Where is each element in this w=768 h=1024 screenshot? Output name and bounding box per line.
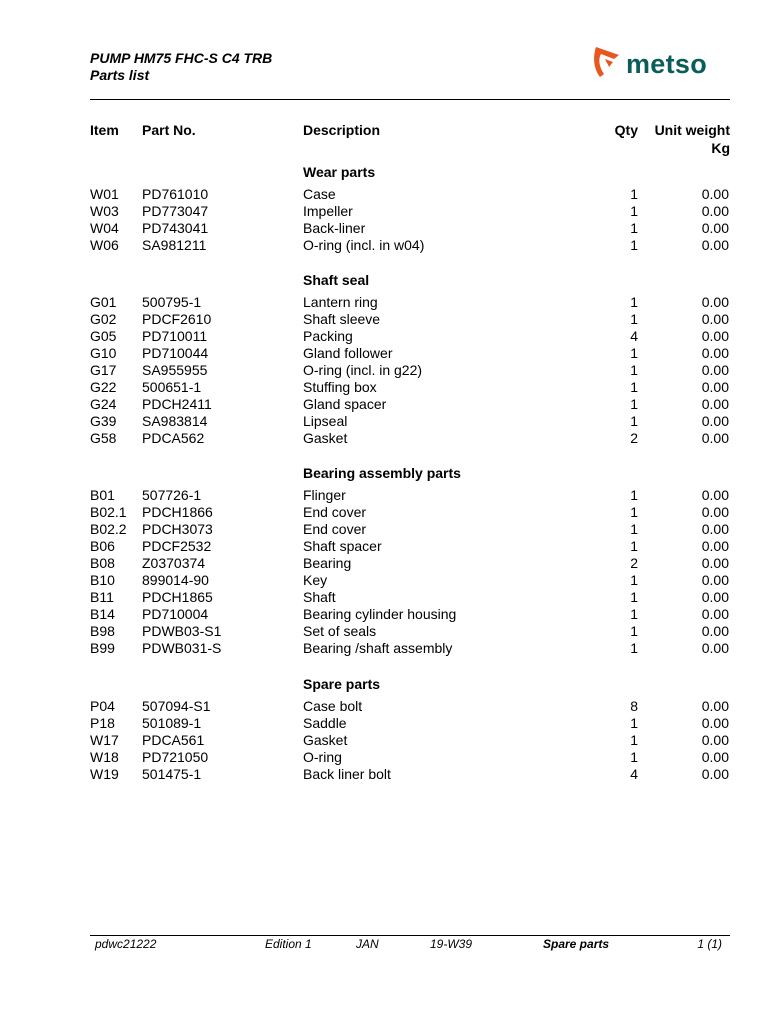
item-cell: W01 bbox=[90, 186, 119, 202]
part-number-cell: 899014-90 bbox=[142, 572, 209, 588]
part-number-cell: PD773047 bbox=[142, 203, 209, 219]
unit-weight-label: Unit weight bbox=[654, 122, 730, 138]
table-row bbox=[0, 220, 768, 237]
unit-weight-cell: 0.00 bbox=[701, 430, 729, 446]
qty-cell: 1 bbox=[630, 413, 638, 429]
unit-weight-cell: 0.00 bbox=[701, 413, 729, 429]
unit-weight-cell: 0.00 bbox=[701, 396, 729, 412]
table-row bbox=[0, 328, 768, 345]
qty-cell: 4 bbox=[630, 766, 638, 782]
description-cell: Case bolt bbox=[303, 698, 363, 714]
table-row bbox=[0, 487, 768, 504]
unit-weight-cell: 0.00 bbox=[701, 237, 729, 253]
unit-weight-cell: 0.00 bbox=[701, 504, 729, 520]
part-number-cell: 507726-1 bbox=[142, 487, 202, 503]
table-row bbox=[0, 186, 768, 203]
item-cell: B98 bbox=[90, 623, 115, 639]
logo-wordmark: metso bbox=[626, 48, 708, 79]
part-number-cell: SA983814 bbox=[142, 413, 208, 429]
qty-cell: 2 bbox=[630, 430, 638, 446]
unit-weight-cell: 0.00 bbox=[701, 294, 729, 310]
unit-weight-cell: 0.00 bbox=[701, 203, 729, 219]
qty-cell: 1 bbox=[630, 521, 638, 537]
part-number-cell: 507094-S1 bbox=[142, 698, 211, 714]
description-cell: Case bbox=[303, 186, 336, 202]
part-number-cell: PD710044 bbox=[142, 345, 209, 361]
qty-cell: 1 bbox=[630, 749, 638, 765]
column-header-part-no: Part No. bbox=[142, 122, 196, 138]
unit-weight-cell: 0.00 bbox=[701, 362, 729, 378]
unit-weight-cell: 0.00 bbox=[701, 698, 729, 714]
part-number-cell: PDCH2411 bbox=[142, 396, 212, 412]
unit-weight-cell: 0.00 bbox=[701, 715, 729, 731]
part-number-cell: Z0370374 bbox=[142, 555, 206, 571]
description-cell: Lantern ring bbox=[303, 294, 378, 310]
part-number-cell: PD761010 bbox=[142, 186, 209, 202]
unit-weight-cell: 0.00 bbox=[701, 521, 729, 537]
item-cell: B99 bbox=[90, 640, 115, 656]
part-number-cell: PDWB03-S1 bbox=[142, 623, 222, 639]
unit-weight-cell: 0.00 bbox=[701, 311, 729, 327]
item-cell: W06 bbox=[90, 237, 119, 253]
qty-cell: 4 bbox=[630, 328, 638, 344]
qty-cell: 1 bbox=[630, 362, 638, 378]
part-number-cell: 501089-1 bbox=[142, 715, 202, 731]
table-row bbox=[0, 698, 768, 715]
unit-weight-cell: 0.00 bbox=[701, 732, 729, 748]
header-divider bbox=[90, 99, 730, 100]
item-cell: B02.2 bbox=[90, 521, 127, 537]
part-number-cell: PDCF2532 bbox=[142, 538, 212, 554]
column-header-description: Description bbox=[303, 122, 381, 138]
description-cell: Bearing bbox=[303, 555, 352, 571]
part-number-cell: PD710011 bbox=[142, 328, 208, 344]
description-cell: O-ring (incl. in g22) bbox=[303, 362, 423, 378]
unit-weight-unit: Kg bbox=[711, 140, 730, 156]
table-row bbox=[0, 623, 768, 640]
description-cell: Gasket bbox=[303, 430, 348, 446]
table-row bbox=[0, 294, 768, 311]
unit-weight-cell: 0.00 bbox=[701, 328, 729, 344]
part-number-cell: 501475-1 bbox=[142, 766, 202, 782]
description-cell: Gland follower bbox=[303, 345, 393, 361]
qty-cell: 1 bbox=[630, 237, 638, 253]
column-header-item: Item bbox=[90, 122, 119, 138]
item-cell: B06 bbox=[90, 538, 115, 554]
item-cell: B01 bbox=[90, 487, 115, 503]
unit-weight-cell: 0.00 bbox=[701, 379, 729, 395]
section-heading: Spare parts bbox=[303, 676, 381, 692]
qty-cell: 1 bbox=[630, 220, 638, 236]
part-number-cell: PDCA561 bbox=[142, 732, 205, 748]
part-number-cell: 500795-1 bbox=[142, 294, 202, 310]
description-cell: Flinger bbox=[303, 487, 346, 503]
qty-cell: 1 bbox=[630, 504, 638, 520]
item-cell: G39 bbox=[90, 413, 117, 429]
description-cell: Shaft spacer bbox=[303, 538, 382, 554]
qty-cell: 1 bbox=[630, 538, 638, 554]
qty-cell: 1 bbox=[630, 294, 638, 310]
item-cell: W18 bbox=[90, 749, 119, 765]
unit-weight-cell: 0.00 bbox=[701, 487, 729, 503]
table-row bbox=[0, 555, 768, 572]
document-subtitle: Parts list bbox=[90, 67, 150, 83]
qty-cell: 8 bbox=[630, 698, 638, 714]
item-cell: G01 bbox=[90, 294, 117, 310]
description-cell: O-ring (incl. in w04) bbox=[303, 237, 425, 253]
description-cell: Shaft bbox=[303, 589, 336, 605]
part-number-cell: PDCA562 bbox=[142, 430, 205, 446]
unit-weight-cell: 0.00 bbox=[701, 749, 729, 765]
item-cell: G17 bbox=[90, 362, 117, 378]
item-cell: B02.1 bbox=[90, 504, 127, 520]
qty-cell: 1 bbox=[630, 572, 638, 588]
qty-cell: 1 bbox=[630, 487, 638, 503]
part-number-cell: PDWB031-S bbox=[142, 640, 222, 656]
part-number-cell: PD721050 bbox=[142, 749, 209, 765]
table-row bbox=[0, 521, 768, 538]
item-cell: G10 bbox=[90, 345, 117, 361]
qty-cell: 2 bbox=[630, 555, 638, 571]
item-cell: G02 bbox=[90, 311, 117, 327]
section-heading: Wear parts bbox=[303, 164, 376, 180]
column-header-unit-weight bbox=[655, 121, 730, 157]
part-number-cell: PDCH1866 bbox=[142, 504, 213, 520]
table-row bbox=[0, 430, 768, 447]
document-title-block bbox=[90, 50, 272, 84]
item-cell: B11 bbox=[90, 589, 114, 605]
item-cell: B08 bbox=[90, 555, 115, 571]
unit-weight-cell: 0.00 bbox=[701, 572, 729, 588]
section-heading: Shaft seal bbox=[303, 272, 370, 288]
description-cell: Bearing cylinder housing bbox=[303, 606, 457, 622]
metso-logo bbox=[593, 44, 707, 84]
unit-weight-cell: 0.00 bbox=[701, 766, 729, 782]
part-number-cell: PD710004 bbox=[142, 606, 209, 622]
description-cell: Packing bbox=[303, 328, 353, 344]
description-cell: Saddle bbox=[303, 715, 347, 731]
table-row bbox=[0, 589, 768, 606]
item-cell: G58 bbox=[90, 430, 117, 446]
qty-cell: 1 bbox=[630, 203, 638, 219]
description-cell: End cover bbox=[303, 521, 367, 537]
table-row bbox=[0, 345, 768, 362]
table-row bbox=[0, 640, 768, 657]
footer-week: 19-W39 bbox=[430, 937, 473, 951]
qty-cell: 1 bbox=[630, 589, 638, 605]
footer-month: JAN bbox=[356, 937, 379, 951]
item-cell: G24 bbox=[90, 396, 117, 412]
description-cell: O-ring bbox=[303, 749, 342, 765]
footer-doc-id: pdwc21222 bbox=[95, 937, 157, 951]
item-cell: G22 bbox=[90, 379, 117, 395]
item-cell: W04 bbox=[90, 220, 119, 236]
description-cell: Gland spacer bbox=[303, 396, 387, 412]
description-cell: Stuffing box bbox=[303, 379, 377, 395]
qty-cell: 1 bbox=[630, 379, 638, 395]
table-row bbox=[0, 766, 768, 783]
footer-category: Spare parts bbox=[543, 937, 610, 951]
footer-edition: Edition 1 bbox=[265, 937, 312, 951]
part-number-cell: PDCF2610 bbox=[142, 311, 212, 327]
table-row bbox=[0, 311, 768, 328]
item-cell: G05 bbox=[90, 328, 117, 344]
item-cell: P18 bbox=[90, 715, 115, 731]
table-row bbox=[0, 362, 768, 379]
table-row bbox=[0, 203, 768, 220]
qty-cell: 1 bbox=[630, 623, 638, 639]
description-cell: Lipseal bbox=[303, 413, 348, 429]
metso-logo-icon bbox=[593, 45, 625, 83]
table-row bbox=[0, 413, 768, 430]
qty-cell: 1 bbox=[630, 715, 638, 731]
document-title: PUMP HM75 FHC-S C4 TRB bbox=[90, 50, 273, 66]
description-cell: Back liner bolt bbox=[303, 766, 391, 782]
part-number-cell: SA955955 bbox=[142, 362, 208, 378]
item-cell: W03 bbox=[90, 203, 119, 219]
description-cell: Impeller bbox=[303, 203, 353, 219]
table-row bbox=[0, 396, 768, 413]
unit-weight-cell: 0.00 bbox=[701, 555, 729, 571]
description-cell: Set of seals bbox=[303, 623, 377, 639]
item-cell: P04 bbox=[90, 698, 115, 714]
table-row bbox=[0, 504, 768, 521]
description-cell: End cover bbox=[303, 504, 367, 520]
qty-cell: 1 bbox=[630, 606, 638, 622]
table-row bbox=[0, 715, 768, 732]
section-heading: Bearing assembly parts bbox=[303, 465, 461, 481]
qty-cell: 1 bbox=[630, 640, 638, 656]
footer-divider bbox=[90, 935, 730, 936]
unit-weight-cell: 0.00 bbox=[701, 220, 729, 236]
item-cell: B10 bbox=[90, 572, 115, 588]
item-cell: W19 bbox=[90, 766, 119, 782]
unit-weight-cell: 0.00 bbox=[701, 640, 729, 656]
qty-cell: 1 bbox=[630, 186, 638, 202]
unit-weight-cell: 0.00 bbox=[701, 623, 729, 639]
unit-weight-cell: 0.00 bbox=[701, 538, 729, 554]
qty-cell: 1 bbox=[630, 311, 638, 327]
footer-page: 1 (1) bbox=[697, 937, 722, 951]
column-header-qty: Qty bbox=[614, 122, 638, 138]
part-number-cell: PDCH1865 bbox=[142, 589, 213, 605]
table-row bbox=[0, 538, 768, 555]
table-row bbox=[0, 379, 768, 396]
part-number-cell: SA981211 bbox=[142, 237, 207, 253]
unit-weight-cell: 0.00 bbox=[701, 589, 729, 605]
item-cell: W17 bbox=[90, 732, 119, 748]
qty-cell: 1 bbox=[630, 345, 638, 361]
table-row bbox=[0, 237, 768, 254]
table-row bbox=[0, 606, 768, 623]
unit-weight-cell: 0.00 bbox=[701, 345, 729, 361]
item-cell: B14 bbox=[90, 606, 115, 622]
unit-weight-cell: 0.00 bbox=[701, 186, 729, 202]
unit-weight-cell: 0.00 bbox=[701, 606, 729, 622]
table-row bbox=[0, 572, 768, 589]
description-cell: Key bbox=[303, 572, 328, 588]
qty-cell: 1 bbox=[630, 732, 638, 748]
description-cell: Back-liner bbox=[303, 220, 366, 236]
table-row bbox=[0, 732, 768, 749]
table-row bbox=[0, 749, 768, 766]
part-number-cell: PDCH3073 bbox=[142, 521, 213, 537]
description-cell: Bearing /shaft assembly bbox=[303, 640, 453, 656]
description-cell: Shaft sleeve bbox=[303, 311, 381, 327]
part-number-cell: PD743041 bbox=[142, 220, 209, 236]
qty-cell: 1 bbox=[630, 396, 638, 412]
description-cell: Gasket bbox=[303, 732, 348, 748]
part-number-cell: 500651-1 bbox=[142, 379, 202, 395]
